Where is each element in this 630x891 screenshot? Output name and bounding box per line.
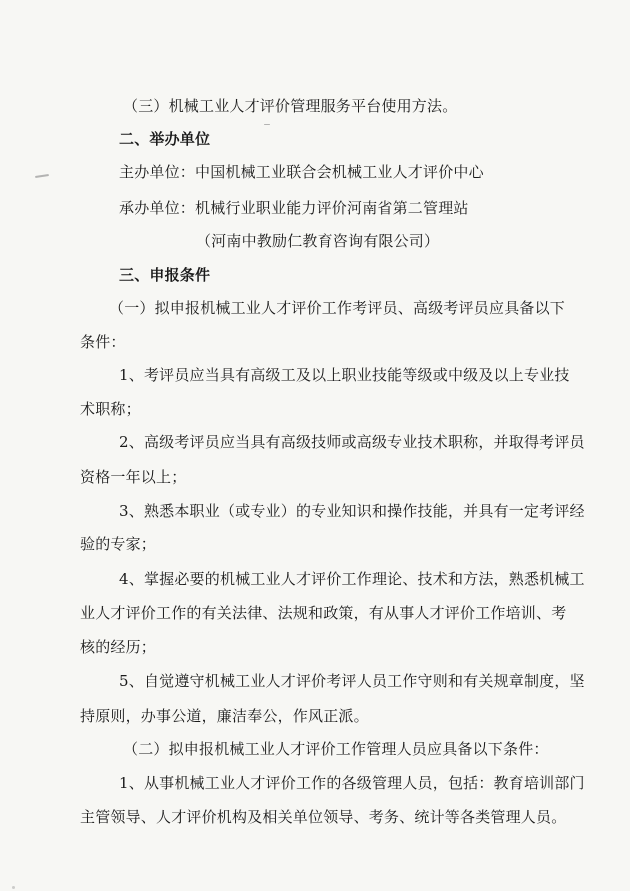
paragraph-req1-item3-line1: 3、熟悉本职业（或专业）的专业知识和操作技能，并具有一定考评经 <box>119 502 585 520</box>
paragraph-req1-item4-line2: 业人才评价工作的有关法律、法规和政策，有从事人才评价工作培训、考 <box>80 604 567 622</box>
scan-speck <box>12 886 15 889</box>
paragraph-req2-item1-line2: 主管领导、人才评价机构及相关单位领导、考务、统计等各类管理人员。 <box>80 808 567 826</box>
paragraph-req1-item1-line1: 1、考评员应当具有高级工及以上职业技能等级或中级及以上专业技 <box>119 366 570 384</box>
paragraph-req1-item2-line2: 资格一年以上； <box>80 468 187 486</box>
paragraph-req1-intro-line1: （一）拟申报机械工业人才评价工作考评员、高级考评员应具备以下 <box>109 299 566 317</box>
paragraph-host: 主办单位：中国机械工业联合会机械工业人才评价中心 <box>119 163 484 181</box>
scan-speck <box>35 174 49 178</box>
heading-requirements: 三、申报条件 <box>119 266 211 284</box>
paragraph-req2-intro: （二）拟申报机械工业人才评价工作管理人员应具备以下条件： <box>123 740 549 758</box>
paragraph-co-host: 承办单位：机械行业职业能力评价河南省第二管理站 <box>119 199 469 217</box>
paragraph-req1-item4-line1: 4、掌握必要的机械工业人才评价工作理论、技术和方法，熟悉机械工 <box>119 570 585 588</box>
paragraph-req2-item1-line1: 1、从事机械工业人才评价工作的各级管理人员，包括：教育培训部门 <box>119 774 585 792</box>
paragraph-platform-usage: （三）机械工业人才评价管理服务平台使用方法。 <box>123 97 458 115</box>
paragraph-req1-item3-line2: 验的专家； <box>80 535 157 553</box>
paragraph-req1-item2-line1: 2、高级考评员应当具有高级技师或高级专业技术职称，并取得考评员 <box>119 433 585 451</box>
paragraph-req1-intro-line2: 条件： <box>80 333 126 351</box>
scan-speck <box>264 124 270 125</box>
heading-organizers: 二、举办单位 <box>119 130 211 148</box>
paragraph-req1-item5-line1: 5、自觉遵守机械工业人才评价考评人员工作守则和有关规章制度，坚 <box>119 672 585 690</box>
paragraph-co-host-company: （河南中教励仁教育咨询有限公司） <box>196 232 440 250</box>
paragraph-req1-item1-line2: 术职称； <box>80 400 141 418</box>
paragraph-req1-item4-line3: 核的经历； <box>80 638 157 656</box>
paragraph-req1-item5-line2: 持原则，办事公道，廉洁奉公，作风正派。 <box>80 707 369 725</box>
